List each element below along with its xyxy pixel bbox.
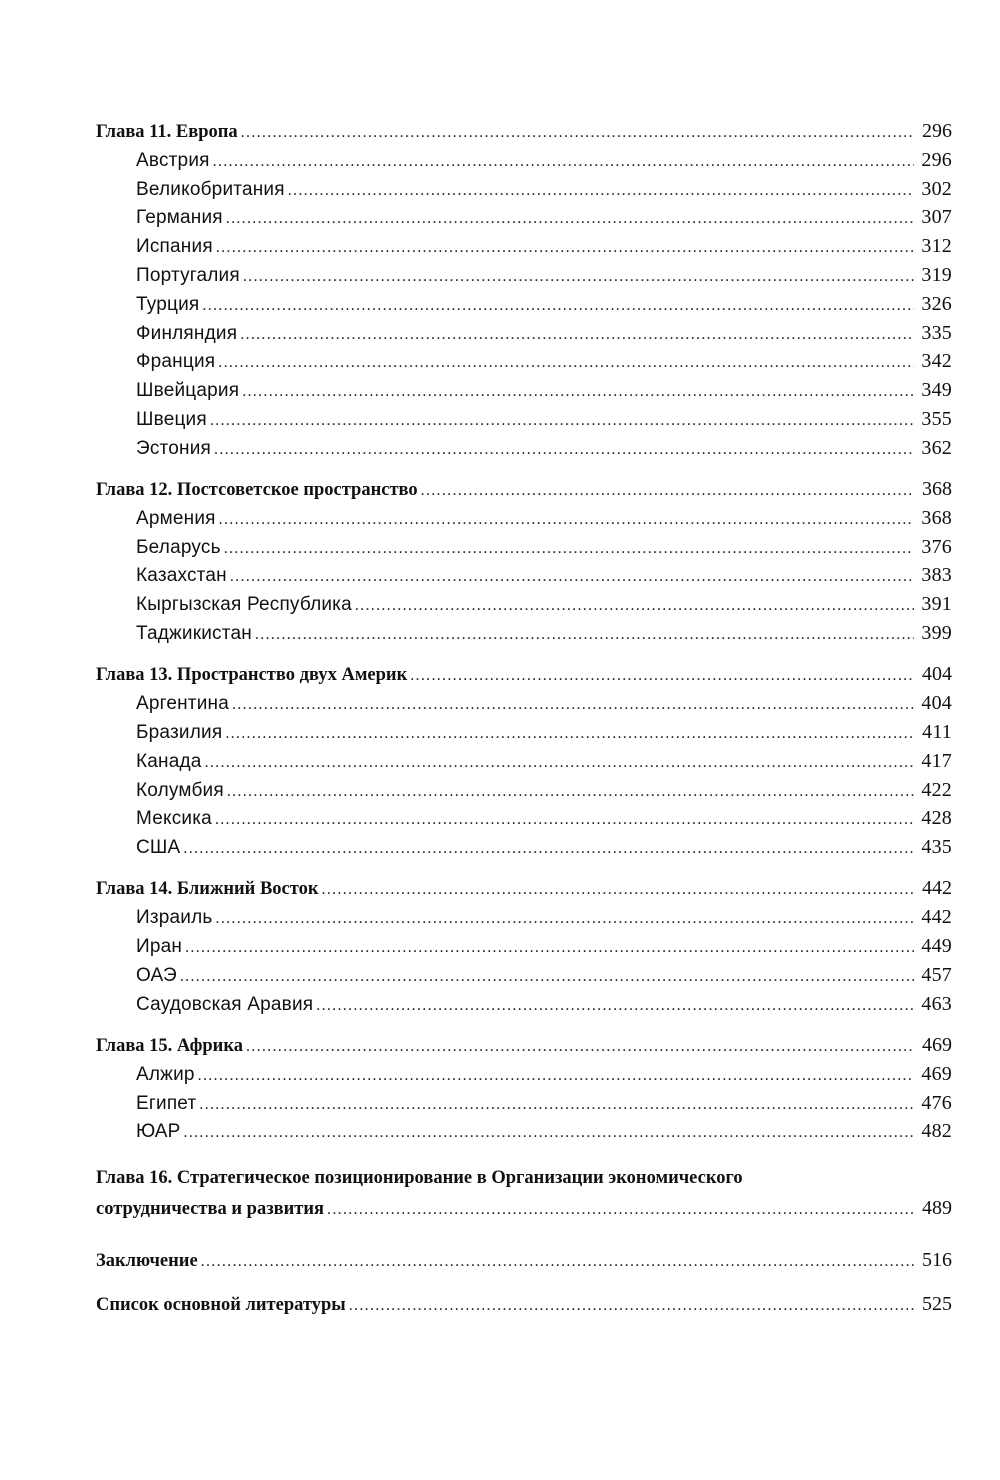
dot-leader [183,835,914,863]
toc-item [96,962,952,991]
chapter-title-line-1: Глава 16. Стратегическое позиционирование в Организации экономического [96,1168,743,1189]
item-title: Швеция [136,408,207,430]
dot-leader [255,621,914,649]
item-title: Бразилия [136,721,223,743]
page-number: 312 [921,235,952,258]
dot-leader [184,1119,914,1147]
dot-leader [199,1091,914,1119]
page-number: 457 [921,963,952,986]
dot-leader [421,477,914,505]
dot-leader [201,1247,914,1277]
item-title: ЮАР [136,1121,181,1143]
chapter-title: Глава 15. Африка [96,1035,243,1056]
item-title: Эстония [136,437,212,459]
toc-item [96,377,952,406]
page-number: 435 [921,836,952,859]
dot-leader [205,749,914,777]
page-number: 476 [921,1091,952,1114]
toc-item [96,406,952,435]
page-number: 404 [921,692,952,715]
dot-leader [180,963,914,991]
page-number: 422 [921,778,952,801]
chapter-title-line-2-row [96,1193,952,1225]
dot-leader [224,535,914,563]
toc-item [96,262,952,291]
page-number: 326 [921,292,952,315]
page-number: 469 [921,1062,952,1085]
item-title: Колумбия [136,779,224,801]
toc-item [96,176,952,205]
page-number: 355 [921,407,952,430]
dot-leader [215,806,914,834]
conclusion-title: Заключение [96,1251,198,1272]
dot-leader [210,407,914,435]
page-number: 428 [921,807,952,830]
dot-leader [355,592,914,620]
page-number: 296 [921,148,952,171]
item-title: Таджикистан [136,623,252,645]
page-number: 302 [921,177,952,200]
page-number: 383 [921,564,952,587]
page-number: 489 [922,1197,952,1220]
item-title: Саудовская Аравия [136,993,314,1015]
page-number: 391 [921,593,952,616]
item-title: Финляндия [136,322,238,344]
dot-leader [225,720,914,748]
toc-item [96,320,952,349]
item-title: Иран [136,936,183,958]
dot-leader [322,876,914,904]
page-number: 296 [922,120,952,142]
dot-leader [240,321,914,349]
item-title: Канада [136,750,202,772]
item-title: Кыргызская Республика [136,594,352,616]
item-title: Алжир [136,1063,195,1085]
toc-item [96,834,952,863]
page-number: 404 [922,663,952,686]
page-number: 307 [921,206,952,229]
dot-leader [227,778,914,806]
dot-leader [198,1062,914,1090]
page-number: 368 [921,506,952,529]
page-number: 335 [921,321,952,344]
toc-chapter-13 [96,661,952,690]
chapter-title: Глава 11. Европа [96,122,238,142]
dot-leader [288,177,914,205]
page-number: 525 [922,1293,952,1316]
item-title: Франция [136,351,216,373]
toc-item [96,805,952,834]
chapter-title: Глава 13. Пространство двух Америк [96,665,408,686]
chapter-title: Глава 12. Постсоветское пространство [96,480,418,501]
page-number: 469 [922,1033,952,1056]
toc-item [96,562,952,591]
item-title: Израиль [136,907,213,929]
item-title: Португалия [136,264,240,286]
dot-leader [242,378,914,406]
item-title: Испания [136,236,213,258]
toc-item [96,719,952,748]
item-title: Казахстан [136,565,227,587]
item-title: США [136,837,181,859]
bibliography-title: Список основной литературы [96,1295,346,1316]
toc-item [96,1118,952,1147]
page-number: 516 [922,1249,952,1272]
dot-leader [216,905,914,933]
toc-item [96,591,952,620]
page-number: 319 [921,263,952,286]
item-title: ОАЭ [136,964,177,986]
item-title: Аргентина [136,693,229,715]
dot-leader [241,119,914,147]
page-number: 442 [921,906,952,929]
toc-item [96,690,952,719]
dot-leader [213,148,914,176]
toc-chapter-16 [96,1163,952,1225]
toc-item [96,1090,952,1119]
dot-leader [219,506,914,534]
dot-leader [214,436,914,464]
page-number: 463 [921,992,952,1015]
page-number: 368 [922,478,952,501]
page-number: 449 [921,935,952,958]
chapter-title: Глава 14. Ближний Восток [96,879,319,900]
toc-item [96,233,952,262]
toc-bibliography [96,1289,952,1321]
toc-chapter-12 [96,476,952,505]
item-title: Швейцария [136,380,240,402]
page-number: 342 [921,350,952,373]
toc-item [96,505,952,534]
toc-item [96,991,952,1020]
page-number: 417 [921,749,952,772]
toc-item [96,1061,952,1090]
toc-item [96,620,952,649]
toc-chapter-15 [96,1032,952,1061]
item-title: Великобритания [136,178,285,200]
toc-item [96,291,952,320]
dot-leader [185,934,914,962]
toc-item [96,435,952,464]
dot-leader [218,349,914,377]
dot-leader [246,1033,914,1061]
toc-item [96,147,952,176]
item-title: Беларусь [136,536,221,558]
toc-chapter-11 [96,118,952,147]
page-number: 399 [921,622,952,645]
item-title: Австрия [136,149,210,171]
dot-leader [327,1195,914,1225]
page-number: 349 [921,379,952,402]
page-number: 411 [922,720,952,743]
toc-item [96,933,952,962]
toc-item [96,534,952,563]
toc-item [96,904,952,933]
dot-leader [349,1291,914,1321]
item-title: Египет [136,1092,197,1114]
dot-leader [226,205,914,233]
toc-conclusion [96,1245,952,1277]
chapter-title-line-2: сотрудничества и развития [96,1199,325,1220]
table-of-contents [96,118,952,1321]
dot-leader [232,691,914,719]
page-number: 482 [921,1120,952,1143]
item-title: Турция [136,293,200,315]
toc-item [96,748,952,777]
toc-item [96,348,952,377]
dot-leader [243,263,914,291]
dot-leader [316,992,914,1020]
item-title: Германия [136,207,223,229]
item-title: Мексика [136,808,212,830]
toc-item [96,777,952,806]
toc-item [96,204,952,233]
item-title: Армения [136,507,216,529]
page-number: 442 [922,877,952,900]
page-number: 362 [921,436,952,459]
dot-leader [230,563,914,591]
toc-chapter-14 [96,875,952,904]
dot-leader [410,662,914,690]
dot-leader [202,292,914,320]
dot-leader [216,234,914,262]
page-number: 376 [921,535,952,558]
